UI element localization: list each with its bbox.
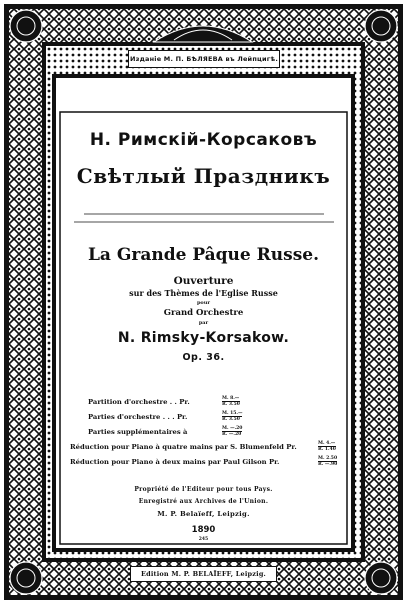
work-title-russian: Свѣтлый Праздникъ xyxy=(76,164,331,188)
price-value: M. —.20 R. —.20 xyxy=(222,426,243,437)
price-row-label: Réduction pour Piano à quatre mains par S. Blumenfeld Pr. xyxy=(70,442,297,451)
price-row xyxy=(70,439,345,454)
price-row-label: Parties supplémentaires à xyxy=(88,427,188,436)
pour-word: pour xyxy=(196,300,211,306)
price-row-label: Partition d'orchestre . . Pr. xyxy=(88,397,190,406)
price-row-label: Parties d'orchestre . . . Pr. xyxy=(88,412,188,421)
par-word: par xyxy=(198,320,209,326)
publication-year: 1890 xyxy=(191,525,216,535)
archives-notice: Enregistré aux Archives de l'Union. xyxy=(138,498,269,505)
ensemble-line: Grand Orchestre xyxy=(163,308,244,318)
property-notice: Propriété de l'Editeur pour tous Pays. xyxy=(134,486,273,493)
price-list xyxy=(70,394,345,469)
publisher-header: Изданіе M. П. БѢЛЯЕВА въ Лейпцигѣ. xyxy=(129,55,279,63)
price-row xyxy=(70,424,345,439)
edition-footer-plate xyxy=(130,566,277,582)
price-row xyxy=(70,454,345,469)
publisher-imprint: M. P. Belaïeff, Leipzig. xyxy=(157,510,250,518)
composer-name-french: N. Rimsky-Korsakow. xyxy=(117,330,290,346)
themes-line: sur des Thèmes de l'Eglise Russe xyxy=(129,288,278,298)
price-value: M. 15.— R. 3.50 xyxy=(222,411,243,422)
plate-number: 245 xyxy=(198,537,209,542)
opus-number: Op. 36. xyxy=(182,352,225,363)
publisher-header-plate xyxy=(128,50,280,68)
price-row xyxy=(70,394,345,409)
price-row-label: Réduction pour Piano à deux mains par Paul Gilson Pr. xyxy=(70,457,280,466)
edition-footer: Edition M. P. BELAÏEFF, Leipzig. xyxy=(140,570,267,578)
work-subtitle: Ouverture xyxy=(173,275,234,287)
price-value: M. 2.50 R. —.90 xyxy=(318,456,338,467)
title-page-content xyxy=(60,112,347,552)
price-row xyxy=(70,409,345,424)
price-value: M. 4.— R. 1.40 xyxy=(318,441,336,452)
price-value: M. 8.— R. 3.50 xyxy=(222,396,240,407)
work-title-french: La Grande Pâque Russe. xyxy=(87,245,320,265)
composer-name-russian: Н. Римскій-Корсаковъ xyxy=(89,130,318,150)
